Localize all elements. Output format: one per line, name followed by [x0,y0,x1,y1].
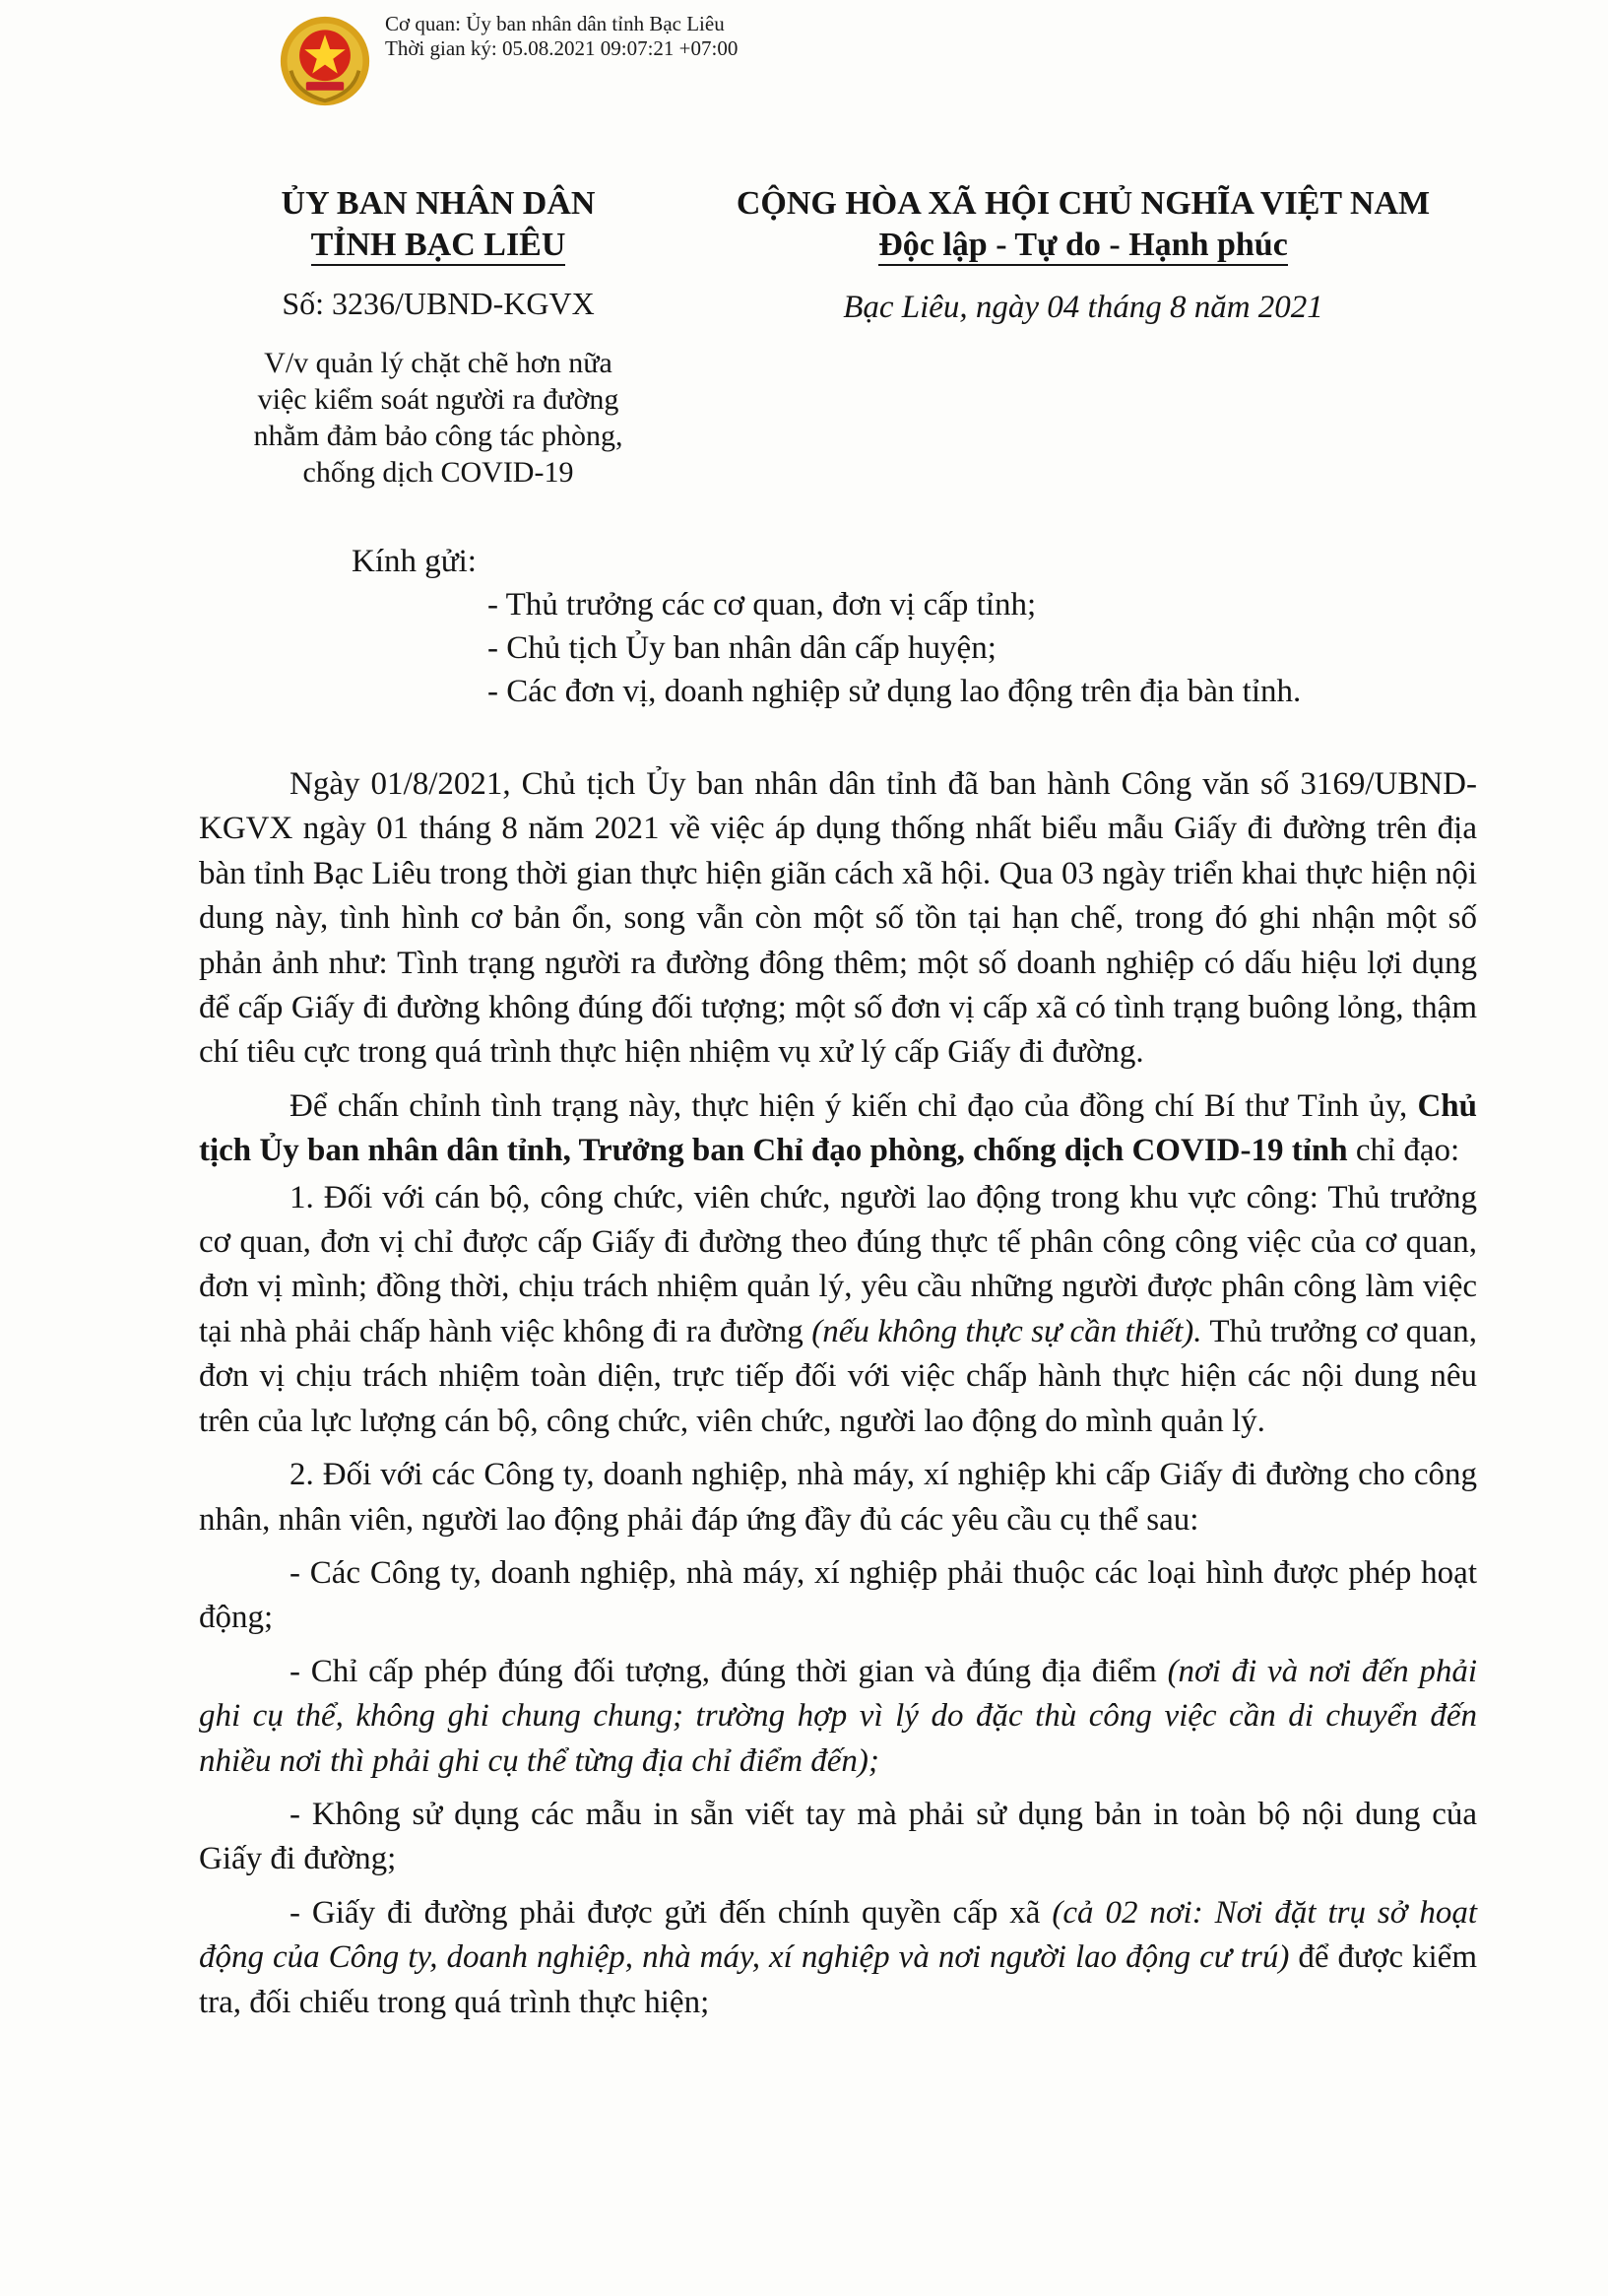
national-emblem-icon [278,14,372,108]
recipient-item: - Thủ trưởng các cơ quan, đơn vị cấp tỉnh; [487,587,1037,623]
org-name: ỦY BAN NHÂN DÂN [281,185,596,222]
recipient-item: - Các đơn vị, doanh nghiệp sử dụng lao động trên địa bàn tỉnh. [487,674,1302,709]
recipients-label: Kính gửi: [352,544,477,579]
paragraph-directive: Để chấn chỉnh tình trạng này, thực hiện ý kiến chỉ đạo của đồng chí Bí thư Tỉnh ủy, Chủ tịch Ủy ban nhân dân tỉnh, Trưởng ban Chỉ đạo phòng, chống dịch COVID-19 tỉnh chỉ đạo: [199,1087,1477,1169]
national-heading-block [640,183,1526,327]
paragraph-requirement-2: - Chỉ cấp phép đúng đối tượng, đúng thời gian và đúng địa điểm (nơi đi và nơi đến phải ghi cụ thể, không ghi chung chung; trường hợp vì lý do đặc thù công việc cần di chuyển đến nhiều nơi thì phải ghi cụ thể từng địa chỉ điểm đến); [199,1653,1477,1779]
issuing-authority-block [192,183,684,491]
paragraph-requirement-3: - Không sử dụng các mẫu in sẵn viết tay mà phải sử dụng bản in toàn bộ nội dung của Giấy đi đường; [199,1796,1477,1877]
paragraph-item-1: 1. Đối với cán bộ, công chức, viên chức, người lao động trong khu vực công: Thủ trưởng cơ quan, đơn vị chỉ được cấp Giấy đi đường theo đúng thực tế phân công công việc của cơ quan, đơn vị mình; đồng thời, chịu trách nhiệm quản lý, yêu cầu những người được phân công làm việc tại nhà phải chấp hành việc không đi ra đường (nếu không thực sự cần thiết). Thủ trưởng cơ quan, đơn vị chịu trách nhiệm toàn diện, trực tiếp đối với việc chấp hành thực hiện các nội dung nêu trên của lực lượng cán bộ, công chức, viên chức, người lao động do mình quản lý. [199,1179,1477,1439]
document-subject: V/v quản lý chặt chẽ hơn nữa việc kiểm soát người ra đường nhằm đảm bảo công tác phòng, chống dịch COVID-19 [253,347,623,489]
signature-agency: Cơ quan: Ủy ban nhân dân tỉnh Bạc Liêu [385,12,725,35]
org-province: TỈNH BẠC LIÊU [311,227,566,266]
paragraph-requirement-4: - Giấy đi đường phải được gửi đến chính quyền cấp xã (cả 02 nơi: Nơi đặt trụ sở hoạt động của Công ty, doanh nghiệp, nhà máy, xí nghiệp và nơi người lao động cư trú) để được kiểm tra, đối chiếu trong quá trình thực hiện; [199,1894,1478,2020]
recipient-item: - Chủ tịch Ủy ban nhân dân cấp huyện; [487,630,997,666]
recipients-list [487,583,1301,713]
paragraph-context: Ngày 01/8/2021, Chủ tịch Ủy ban nhân dân tỉnh đã ban hành Công văn số 3169/UBND-KGVX ngày 01 tháng 8 năm 2021 về việc áp dụng thống nhất biểu mẫu Giấy đi đường trên địa bàn tỉnh Bạc Liêu trong thời gian thực hiện giãn cách xã hội. Qua 03 ngày triển khai thực hiện nội dung này, tình hình cơ bản ổn, song vẫn còn một số tồn tại hạn chế, trong đó ghi nhận một số phản ảnh như: Tình trạng người ra đường đông thêm; một số doanh nghiệp có dấu hiệu lợi dụng để cấp Giấy đi đường không đúng đối tượng; một số đơn vị cấp xã có tình trạng buông lỏng, thậm chí tiêu cực trong quá trình thực hiện nhiệm vụ xử lý cấp Giấy đi đường. [199,766,1477,1071]
nation-name: CỘNG HÒA XÃ HỘI CHỦ NGHĨA VIỆT NAM [736,185,1431,222]
document-body [199,762,1477,2034]
place-date: Bạc Liêu, ngày 04 tháng 8 năm 2021 [843,290,1323,325]
signature-time: Thời gian ký: 05.08.2021 09:07:21 +07:00 [385,36,739,60]
paragraph-requirement-1: - Các Công ty, doanh nghiệp, nhà máy, xí nghiệp phải thuộc các loại hình được phép hoạt động; [199,1554,1477,1636]
paragraph-item-2: 2. Đối với các Công ty, doanh nghiệp, nhà máy, xí nghiệp khi cấp Giấy đi đường cho công nhân, nhân viên, người lao động phải đáp ứng đầy đủ các yêu cầu cụ thể sau: [199,1457,1477,1538]
digital-signature-text [385,12,779,61]
national-motto: Độc lập - Tự do - Hạnh phúc [878,227,1288,266]
document-number: Số: 3236/UBND-KGVX [282,286,595,321]
